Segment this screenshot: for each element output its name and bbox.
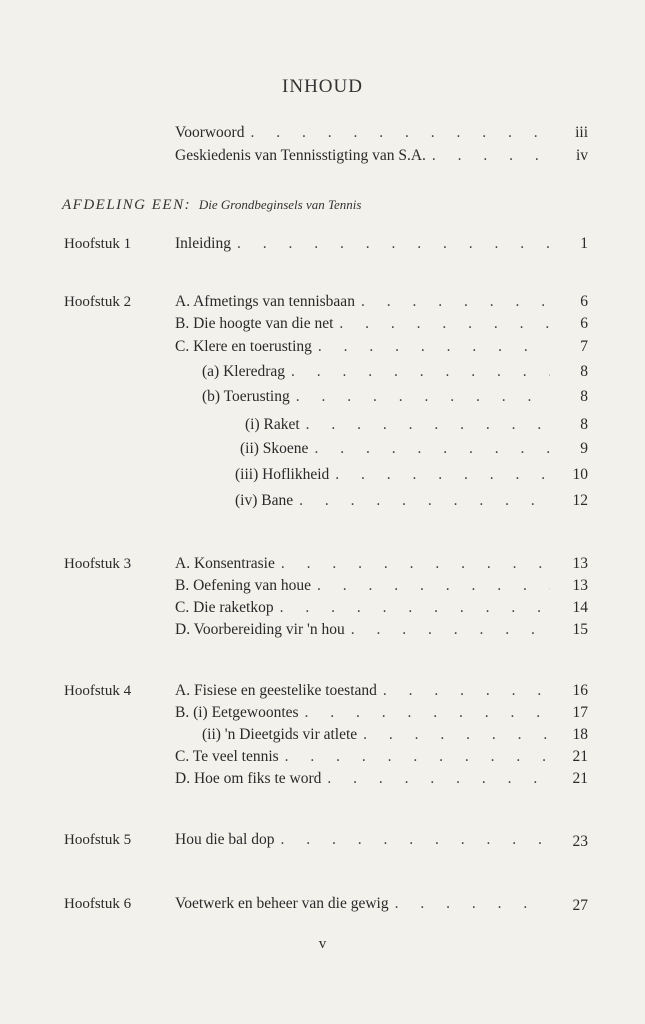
leader-dots bbox=[281, 553, 550, 575]
leader-dots bbox=[363, 724, 550, 746]
section-subtitle: Die Grondbeginsels van Tennis bbox=[198, 197, 362, 212]
toc-entry bbox=[245, 414, 550, 436]
entry-page: 17 bbox=[572, 704, 588, 721]
leader-dots bbox=[432, 145, 550, 167]
toc-entry bbox=[175, 829, 550, 851]
entry-page: 21 bbox=[572, 770, 588, 787]
entry-page: 8 bbox=[580, 416, 588, 433]
entry-page: 6 bbox=[580, 315, 588, 332]
toc-entry bbox=[175, 746, 550, 768]
leader-dots bbox=[361, 291, 550, 313]
leader-dots bbox=[318, 336, 550, 358]
leader-dots bbox=[285, 746, 550, 768]
leader-dots bbox=[250, 122, 550, 144]
entry-page: 6 bbox=[580, 293, 588, 310]
entry-page: 14 bbox=[572, 599, 588, 616]
entry-label: D. Hoe om fiks te word bbox=[175, 770, 322, 787]
entry-page: 9 bbox=[580, 440, 588, 457]
toc-entry bbox=[235, 464, 550, 486]
chapter-label: Hoofstuk 4 bbox=[64, 683, 132, 699]
leader-dots bbox=[317, 575, 550, 597]
leader-dots bbox=[296, 386, 550, 408]
entry-page: 13 bbox=[572, 577, 588, 594]
toc-entry bbox=[175, 233, 550, 255]
leader-dots bbox=[280, 829, 550, 851]
chapter-label: Hoofstuk 6 bbox=[64, 896, 132, 912]
chapter-label: Hoofstuk 5 bbox=[64, 832, 132, 848]
entry-page: 16 bbox=[572, 682, 588, 699]
entry-page: 23 bbox=[572, 833, 588, 850]
leader-dots bbox=[306, 414, 550, 436]
entry-label: (b) Toerusting bbox=[202, 388, 290, 405]
entry-label: C. Klere en toerusting bbox=[175, 338, 312, 355]
toc-entry bbox=[175, 313, 550, 335]
entry-label: A. Afmetings van tennisbaan bbox=[175, 293, 355, 310]
leader-dots bbox=[305, 702, 550, 724]
entry-label: (ii) 'n Dieetgids vir atlete bbox=[202, 726, 358, 743]
entry-page: 18 bbox=[572, 726, 588, 743]
entry-page: 8 bbox=[580, 388, 588, 405]
section-name: AFDELING EEN: bbox=[62, 197, 192, 213]
entry-label: Voetwerk en beheer van die gewig bbox=[175, 895, 389, 912]
leader-dots bbox=[280, 597, 550, 619]
toc-entry bbox=[175, 575, 550, 597]
toc-entry bbox=[175, 680, 550, 702]
entry-label: Hou die bal dop bbox=[175, 831, 275, 848]
leader-dots bbox=[351, 619, 550, 641]
leader-dots bbox=[383, 680, 550, 702]
entry-label: C. Die raketkop bbox=[175, 599, 274, 616]
entry-label: B. Die hoogte van die net bbox=[175, 315, 334, 332]
toc-entry bbox=[175, 702, 550, 724]
entry-label: A. Konsentrasie bbox=[175, 555, 275, 572]
chapter-label: Hoofstuk 3 bbox=[64, 556, 132, 572]
toc-entry bbox=[202, 386, 550, 408]
page-number: v bbox=[318, 936, 327, 952]
toc-entry bbox=[175, 768, 550, 790]
leader-dots bbox=[327, 768, 550, 790]
entry-page: 7 bbox=[580, 338, 588, 355]
entry-label: Geskiedenis van Tennisstigting van S.A. bbox=[175, 147, 426, 164]
entry-page: iv bbox=[575, 147, 588, 164]
leader-dots bbox=[291, 361, 550, 383]
toc-entry bbox=[175, 893, 550, 915]
entry-label: B. (i) Eetgewoontes bbox=[175, 704, 299, 721]
toc-entry bbox=[175, 619, 550, 641]
toc-entry bbox=[175, 336, 550, 358]
entry-label: (i) Raket bbox=[245, 416, 300, 433]
entry-page: 13 bbox=[572, 555, 588, 572]
entry-label: (iii) Hoflikheid bbox=[235, 466, 330, 483]
entry-label: C. Te veel tennis bbox=[175, 748, 279, 765]
entry-label: A. Fisiese en geestelike toestand bbox=[175, 682, 377, 699]
toc-entry bbox=[202, 361, 550, 383]
chapter-label: Hoofstuk 2 bbox=[64, 294, 132, 310]
entry-label: D. Voorbereiding vir 'n hou bbox=[175, 621, 345, 638]
entry-page: 1 bbox=[580, 235, 588, 252]
entry-page: 10 bbox=[572, 466, 588, 483]
leader-dots bbox=[335, 464, 550, 486]
entry-page: 12 bbox=[572, 492, 588, 509]
leader-dots bbox=[339, 313, 550, 335]
page-title: INHOUD bbox=[282, 76, 363, 97]
leader-dots bbox=[314, 438, 550, 460]
entry-label: (ii) Skoene bbox=[240, 440, 309, 457]
entry-label: (a) Kleredrag bbox=[202, 363, 286, 380]
chapter-label: Hoofstuk 1 bbox=[64, 236, 132, 252]
leader-dots bbox=[237, 233, 550, 255]
toc-entry bbox=[202, 724, 550, 746]
toc-entry bbox=[240, 438, 550, 460]
entry-label: Inleiding bbox=[175, 235, 231, 252]
entry-page: 21 bbox=[572, 748, 588, 765]
entry-page: 8 bbox=[580, 363, 588, 380]
toc-entry bbox=[175, 597, 550, 619]
toc-entry-voorwoord bbox=[175, 122, 550, 144]
entry-label: (iv) Bane bbox=[235, 492, 294, 509]
leader-dots bbox=[395, 893, 550, 915]
toc-entry bbox=[175, 291, 550, 313]
entry-label: Voorwoord bbox=[175, 124, 245, 141]
toc-entry bbox=[235, 490, 550, 512]
entry-label: B. Oefening van houe bbox=[175, 577, 312, 594]
leader-dots bbox=[299, 490, 550, 512]
entry-page: 15 bbox=[572, 621, 588, 638]
section-heading bbox=[62, 197, 361, 214]
toc-entry bbox=[175, 553, 550, 575]
entry-page: iii bbox=[575, 124, 588, 141]
toc-entry-geskiedenis bbox=[175, 145, 550, 167]
entry-page: 27 bbox=[572, 897, 588, 914]
